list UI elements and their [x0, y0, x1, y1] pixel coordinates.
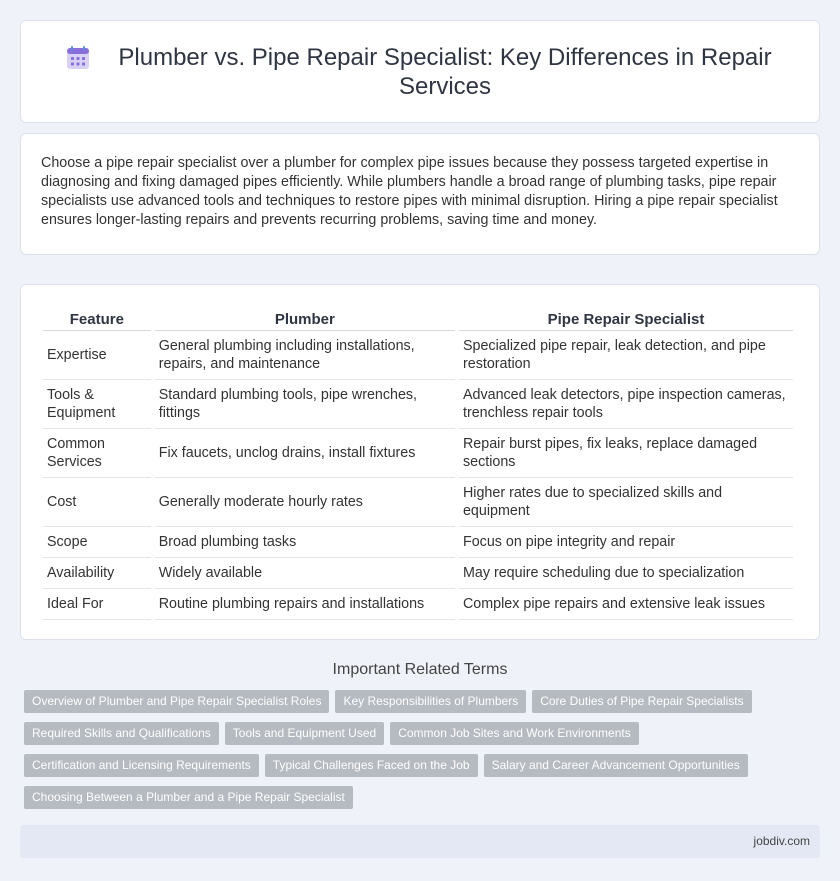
- table-row: [43, 380, 793, 429]
- table-row: [43, 429, 793, 478]
- header-card: [20, 20, 820, 123]
- footer-site-link[interactable]: jobdiv.com: [753, 834, 810, 848]
- table-cell-feature: Common Services: [43, 429, 151, 478]
- related-term-tag[interactable]: Choosing Between a Plumber and a Pipe Repair Specialist: [24, 786, 353, 809]
- table-cell-feature: Expertise: [43, 331, 151, 380]
- table-cell-specialist: Repair burst pipes, fix leaks, replace damaged sections: [459, 429, 793, 478]
- table-cell-specialist: Focus on pipe integrity and repair: [459, 527, 793, 558]
- table-cell-feature: Cost: [43, 478, 151, 527]
- comparison-table: [39, 305, 797, 620]
- table-cell-plumber: Broad plumbing tasks: [155, 527, 455, 558]
- table-cell-specialist: Specialized pipe repair, leak detection, and pipe restoration: [459, 331, 793, 380]
- calendar-icon: [65, 45, 91, 71]
- related-term-tag[interactable]: Salary and Career Advancement Opportunities: [484, 754, 748, 777]
- table-cell-feature: Scope: [43, 527, 151, 558]
- intro-text: Choose a pipe repair specialist over a plumber for complex pipe issues because they possess targeted expertise in diagnosing and fixing damaged pipes efficiently. While plumbers handle a broad range of plumbing tasks, pipe repair specialists use advanced tools and techniques to restore pipes with minimal disruption. Hiring a pipe repair specialist ensures longer-lasting repairs and prevents recurring problems, saving time and money.: [41, 155, 778, 228]
- related-term-tag[interactable]: Certification and Licensing Requirements: [24, 754, 259, 777]
- related-terms-section: [20, 661, 820, 809]
- table-header-plumber: Plumber: [155, 305, 455, 331]
- table-cell-plumber: Standard plumbing tools, pipe wrenches, fittings: [155, 380, 455, 429]
- table-cell-feature: Tools & Equipment: [43, 380, 151, 429]
- table-header-feature: Feature: [43, 305, 151, 331]
- table-cell-feature: Ideal For: [43, 589, 151, 620]
- page-title: Plumber vs. Pipe Repair Specialist: Key Differences in Repair Services: [118, 43, 772, 100]
- table-cell-specialist: May require scheduling due to specialization: [459, 558, 793, 589]
- related-terms-list: [20, 690, 820, 809]
- table-cell-plumber: General plumbing including installations, repairs, and maintenance: [155, 331, 455, 380]
- comparison-card: [20, 284, 820, 640]
- table-cell-plumber: Routine plumbing repairs and installations: [155, 589, 455, 620]
- related-term-tag[interactable]: Tools and Equipment Used: [225, 722, 384, 745]
- table-cell-specialist: Complex pipe repairs and extensive leak issues: [459, 589, 793, 620]
- related-term-tag[interactable]: Required Skills and Qualifications: [24, 722, 219, 745]
- related-terms-title: Important Related Terms: [332, 661, 508, 678]
- table-cell-plumber: Fix faucets, unclog drains, install fixtures: [155, 429, 455, 478]
- related-term-tag[interactable]: Core Duties of Pipe Repair Specialists: [532, 690, 751, 713]
- table-cell-plumber: Generally moderate hourly rates: [155, 478, 455, 527]
- related-term-tag[interactable]: Overview of Plumber and Pipe Repair Specialist Roles: [24, 690, 329, 713]
- table-row: [43, 527, 793, 558]
- related-term-tag[interactable]: Typical Challenges Faced on the Job: [265, 754, 478, 777]
- footer: [20, 825, 820, 858]
- related-term-tag[interactable]: Key Responsibilities of Plumbers: [335, 690, 526, 713]
- table-row: [43, 331, 793, 380]
- related-term-tag[interactable]: Common Job Sites and Work Environments: [390, 722, 639, 745]
- table-header-specialist: Pipe Repair Specialist: [459, 305, 793, 331]
- intro-card: [20, 133, 820, 255]
- table-row: [43, 478, 793, 527]
- table-cell-specialist: Advanced leak detectors, pipe inspection cameras, trenchless repair tools: [459, 380, 793, 429]
- table-cell-feature: Availability: [43, 558, 151, 589]
- table-cell-plumber: Widely available: [155, 558, 455, 589]
- table-row: [43, 558, 793, 589]
- table-cell-specialist: Higher rates due to specialized skills and equipment: [459, 478, 793, 527]
- table-row: [43, 589, 793, 620]
